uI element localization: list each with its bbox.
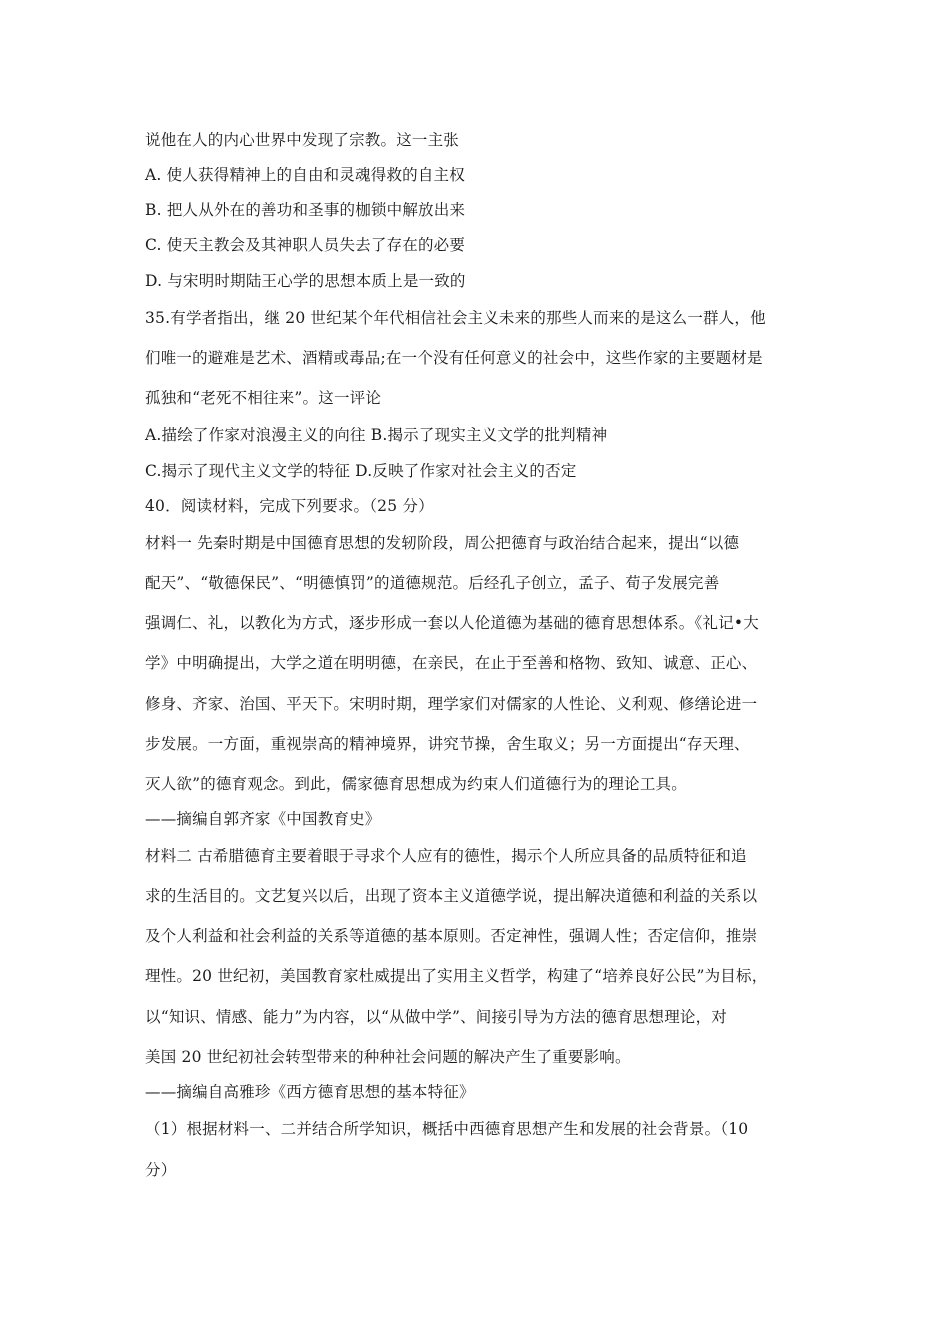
q40-material1-line-1: 材料一 先秦时期是中国德育思想的发轫阶段，周公把德育与政治结合起来，提出“以德 bbox=[145, 534, 740, 552]
q34-option-c: C. 使天主教会及其神职人员失去了存在的必要 bbox=[145, 236, 466, 254]
q40-subquestion-1-line-2: 分） bbox=[145, 1161, 177, 1179]
q35-stem-line-1: 35.有学者指出，继 20 世纪某个年代相信社会主义未来的那些人而来的是这么一群人，他 bbox=[145, 309, 766, 327]
q40-material2-line-6: 美国 20 世纪初社会转型带来的种种社会问题的解决产生了重要影响。 bbox=[145, 1048, 631, 1066]
q34-option-d: D. 与宋明时期陆王心学的思想本质上是一致的 bbox=[145, 272, 466, 290]
q40-material2-line-3: 及个人利益和社会利益的关系等道德的基本原则。否定神性，强调人性；否定信仰，推崇 bbox=[145, 927, 758, 945]
q34-stem-end: 说他在人的内心世界中发现了宗教。这一主张 bbox=[145, 131, 460, 149]
q40-material1-line-3: 强调仁、礼，以教化为方式，逐步形成一套以人伦道德为基础的德育思想体系。《礼记•大 bbox=[145, 614, 759, 632]
q40-header: 40．阅读材料，完成下列要求。（25 分） bbox=[145, 497, 434, 515]
q40-subquestion-1-line-1: （1）根据材料一、二并结合所学知识，概括中西德育思想产生和发展的社会背景。（10 bbox=[145, 1120, 749, 1138]
q40-material1-line-4: 学》中明确提出，大学之道在明明德，在亲民，在止于至善和格物、致知、诚意、正心、 bbox=[145, 654, 758, 672]
q35-stem-line-3: 孤独和“老死不相往来”。这一评论 bbox=[145, 389, 382, 407]
q40-material1-line-2: 配天”、“敬德保民”、“明德慎罚”的道德规范。后经孔子创立，孟子、荀子发展完善 bbox=[145, 574, 720, 592]
q40-material1-line-7: 灭人欲”的德育观念。到此，儒家德育思想成为约束人们道德行为的理论工具。 bbox=[145, 775, 687, 793]
q40-material1-line-6: 步发展。一方面，重视崇高的精神境界，讲究节操，舍生取义；另一方面提出“存天理、 bbox=[145, 735, 750, 753]
q35-options-ab: A.描绘了作家对浪漫主义的向往 B.揭示了现实主义文学的批判精神 bbox=[145, 426, 608, 444]
q40-material2-source: ——摘编自高雅珍《西方德育思想的基本特征》 bbox=[145, 1083, 475, 1101]
q34-option-b: B. 把人从外在的善功和圣事的枷锁中解放出来 bbox=[145, 201, 466, 219]
q40-material2-line-5: 以“知识、情感、能力”为内容，以“从做中学”、间接引导为方法的德育思想理论，对 bbox=[145, 1008, 727, 1026]
q40-material1-line-5: 修身、齐家、治国、平天下。宋明时期，理学家们对儒家的人性论、义利观、修缮论进一 bbox=[145, 695, 758, 713]
q40-material2-line-2: 求的生活目的。文艺复兴以后，出现了资本主义道德学说，提出解决道德和利益的关系以 bbox=[145, 887, 758, 905]
q34-option-a: A. 使人获得精神上的自由和灵魂得救的自主权 bbox=[145, 166, 465, 184]
q40-material2-line-4: 理性。20 世纪初，美国教育家杜威提出了实用主义哲学，构建了“培养良好公民”为目标， bbox=[145, 967, 768, 985]
q40-material1-source: ——摘编自郭齐家《中国教育史》 bbox=[145, 810, 381, 828]
q35-options-cd: C.揭示了现代主义文学的特征 D.反映了作家对社会主义的否定 bbox=[145, 462, 577, 480]
q35-stem-line-2: 们唯一的避难是艺术、酒精或毒品;在一个没有任何意义的社会中，这些作家的主要题材是 bbox=[145, 349, 763, 367]
q40-material2-line-1: 材料二 古希腊德育主要着眼于寻求个人应有的德性，揭示个人所应具备的品质特征和追 bbox=[145, 847, 747, 865]
